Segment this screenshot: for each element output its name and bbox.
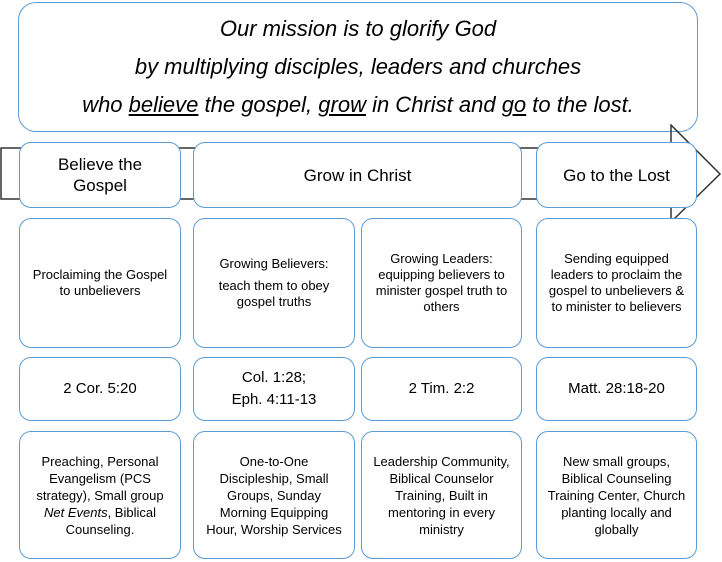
description-growing-leaders bbox=[361, 218, 522, 348]
verse-2-tim bbox=[361, 357, 522, 421]
description-text: Growing Leaders: equipping believers to minister gospel truth to others bbox=[375, 251, 508, 314]
mission-text: in Christ and bbox=[365, 92, 502, 117]
header-believe-the-gospel bbox=[19, 142, 181, 208]
verse-2-cor bbox=[19, 357, 181, 421]
activities-discipleship bbox=[193, 431, 355, 559]
activities-part: Preaching, Personal Evangelism (PCS strategy), Small group bbox=[36, 453, 164, 503]
header-label: Believe the Gospel bbox=[57, 155, 143, 195]
mission-line-1: Our mission is to glorify God bbox=[219, 16, 497, 41]
description-proclaiming bbox=[19, 218, 181, 348]
header-grow-in-christ bbox=[193, 142, 522, 208]
mission-text: who bbox=[82, 92, 129, 117]
go-emphasis: go bbox=[501, 92, 527, 117]
header-label: Grow in Christ bbox=[303, 165, 412, 185]
believe-emphasis: believe bbox=[128, 92, 199, 117]
grow-emphasis: grow bbox=[318, 92, 366, 117]
activities-text: New small groups, Biblical Counseling Training Center, Church planting locally and globally bbox=[547, 453, 686, 537]
verse-text: Col. 1:28; bbox=[241, 369, 307, 386]
mission-line-3 bbox=[82, 86, 634, 124]
header-label: Go to the Lost bbox=[563, 165, 670, 185]
header-go-to-the-lost bbox=[536, 142, 697, 208]
description-title: Growing Believers: bbox=[219, 256, 329, 271]
mission-text: the gospel, bbox=[198, 92, 319, 117]
activities-text bbox=[30, 453, 170, 538]
activities-evangelism bbox=[19, 431, 181, 559]
verse-matt bbox=[536, 357, 697, 421]
activities-text: Leadership Community, Biblical Counselor Training, Built in mentoring in every ministry bbox=[373, 453, 510, 537]
description-growing-believers bbox=[193, 218, 355, 348]
verse-text: Matt. 28:18-20 bbox=[568, 380, 665, 397]
mission-text: to the lost. bbox=[526, 92, 634, 117]
mission-statement-box bbox=[18, 2, 698, 132]
activities-leadership bbox=[361, 431, 522, 559]
activities-text: One-to-One Discipleship, Small Groups, Sunday Morning Equipping Hour, Worship Services bbox=[206, 453, 342, 537]
description-text: Sending equipped leaders to proclaim the gospel to unbelievers & to minister to believers bbox=[548, 251, 685, 314]
mission-line-2: by multiplying disciples, leaders and churches bbox=[134, 54, 582, 79]
activities-sending bbox=[536, 431, 697, 559]
description-sending bbox=[536, 218, 697, 348]
verse-text: 2 Tim. 2:2 bbox=[408, 380, 475, 397]
verse-text: 2 Cor. 5:20 bbox=[63, 380, 137, 397]
description-text: teach them to obey gospel truths bbox=[218, 278, 330, 309]
activities-part: , Biblical Counseling. bbox=[65, 504, 156, 537]
verse-col-eph bbox=[193, 357, 355, 421]
net-events-text: Net Events bbox=[43, 504, 108, 520]
description-text: Proclaiming the Gospel to unbelievers bbox=[32, 267, 168, 298]
verse-text: Eph. 4:11-13 bbox=[231, 391, 317, 408]
